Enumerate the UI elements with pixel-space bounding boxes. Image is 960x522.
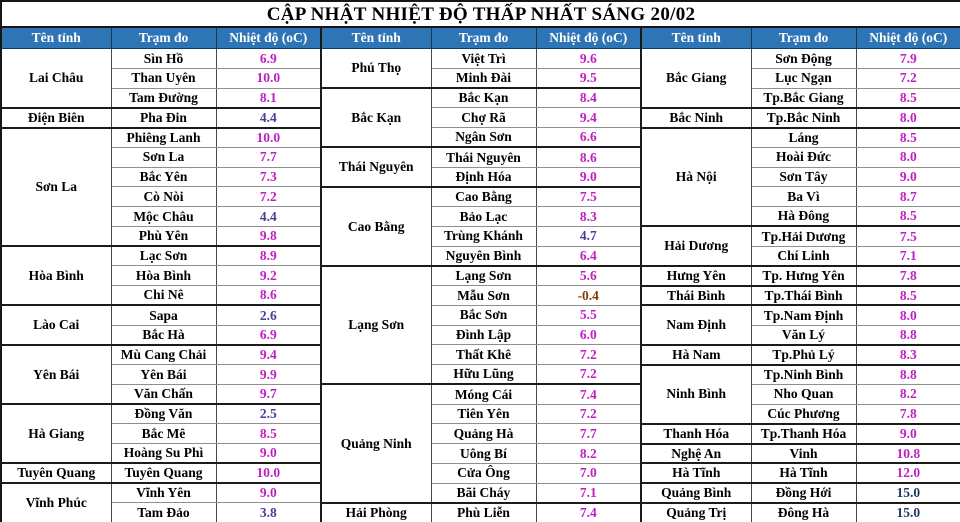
- station-cell: Chi Nê: [111, 286, 216, 306]
- temperature-cell: 15.0: [856, 503, 960, 522]
- province-cell: Bắc Giang: [641, 49, 751, 108]
- station-cell: Phù Yên: [111, 226, 216, 246]
- station-cell: Hòa Bình: [111, 266, 216, 286]
- province-cell: Sơn La: [1, 128, 111, 247]
- province-cell: Hòa Bình: [1, 246, 111, 305]
- table-row: [1, 187, 960, 207]
- temperature-cell: 7.8: [856, 404, 960, 424]
- province-cell: Hà Giang: [1, 404, 111, 463]
- table-row: [1, 424, 960, 444]
- station-cell: Hữu Lũng: [431, 365, 536, 385]
- station-cell: Bắc Mê: [111, 424, 216, 444]
- temperature-cell: 7.2: [856, 68, 960, 88]
- temperature-cell: 8.8: [856, 365, 960, 385]
- station-cell: Móng Cái: [431, 384, 536, 404]
- temperature-cell: 8.0: [856, 147, 960, 167]
- temperature-cell: 9.4: [536, 108, 641, 128]
- header-temperature-2: Nhiệt độ (oC): [536, 27, 641, 49]
- temperature-cell: 9.8: [216, 226, 321, 246]
- table-row: [1, 404, 960, 424]
- station-cell: Mẫu Sơn: [431, 286, 536, 306]
- station-cell: Bảo Lạc: [431, 207, 536, 227]
- temperature-cell: 8.6: [216, 286, 321, 306]
- table-row: [1, 207, 960, 227]
- temperature-cell: 5.6: [536, 266, 641, 286]
- province-cell: Phú Thọ: [321, 49, 431, 89]
- temperature-cell: 7.5: [856, 226, 960, 246]
- table-row: [1, 128, 960, 148]
- station-cell: Chợ Rã: [431, 108, 536, 128]
- station-cell: Văn Chấn: [111, 384, 216, 404]
- province-cell: Thái Bình: [641, 286, 751, 306]
- temperature-cell: 8.0: [856, 305, 960, 325]
- province-cell: Vĩnh Phúc: [1, 483, 111, 522]
- station-cell: Sơn Động: [751, 49, 856, 69]
- temperature-cell: 6.9: [216, 49, 321, 69]
- temperature-cell: 15.0: [856, 483, 960, 503]
- temperature-cell: 7.2: [536, 404, 641, 424]
- table-row: [1, 88, 960, 108]
- table-row: [1, 167, 960, 187]
- temperature-cell: 2.5: [216, 404, 321, 424]
- station-cell: Tp. Hưng Yên: [751, 266, 856, 286]
- station-cell: Tam Đường: [111, 88, 216, 108]
- province-cell: Hải Dương: [641, 226, 751, 266]
- temperature-cell: 7.1: [536, 483, 641, 503]
- station-cell: Sơn La: [111, 147, 216, 167]
- station-cell: Định Hóa: [431, 167, 536, 187]
- column-header-row: [1, 27, 960, 49]
- station-cell: Hà Tĩnh: [751, 463, 856, 483]
- province-cell: Quảng Ninh: [321, 384, 431, 503]
- temperature-cell: 8.7: [856, 187, 960, 207]
- temperature-cell: 8.3: [856, 345, 960, 365]
- table-row: [1, 266, 960, 286]
- station-cell: Bắc Yên: [111, 167, 216, 187]
- station-cell: Mộc Châu: [111, 207, 216, 227]
- station-cell: Hoài Đức: [751, 147, 856, 167]
- province-cell: Bắc Ninh: [641, 108, 751, 128]
- table-row: [1, 286, 960, 306]
- temperature-cell: 10.0: [216, 68, 321, 88]
- table-row: [1, 483, 960, 503]
- temperature-cell: 9.0: [856, 167, 960, 187]
- province-cell: Hải Phòng: [321, 503, 431, 522]
- title-row: [1, 1, 960, 27]
- temperature-cell: 8.3: [536, 207, 641, 227]
- temperature-cell: 9.0: [856, 424, 960, 444]
- temperature-cell: 10.0: [216, 128, 321, 148]
- province-cell: Yên Bái: [1, 345, 111, 404]
- temperature-cell: 7.5: [536, 187, 641, 207]
- temperature-cell: 7.8: [856, 266, 960, 286]
- station-cell: Hoàng Su Phì: [111, 444, 216, 464]
- temperature-cell: 8.1: [216, 88, 321, 108]
- temperature-cell: 10.8: [856, 444, 960, 464]
- province-cell: Hà Tĩnh: [641, 463, 751, 483]
- temperature-cell: 4.4: [216, 108, 321, 128]
- station-cell: Ngân Sơn: [431, 128, 536, 148]
- station-cell: Đình Lập: [431, 325, 536, 345]
- station-cell: Thất Khê: [431, 345, 536, 365]
- temperature-cell: 6.6: [536, 128, 641, 148]
- temperature-cell: 5.5: [536, 305, 641, 325]
- station-cell: Tp.Thái Bình: [751, 286, 856, 306]
- province-cell: Thái Nguyên: [321, 147, 431, 187]
- header-temperature-3: Nhiệt độ (oC): [856, 27, 960, 49]
- temperature-cell: 8.2: [856, 384, 960, 404]
- province-cell: Ninh Bình: [641, 365, 751, 424]
- temperature-cell: 8.5: [856, 286, 960, 306]
- table-row: [1, 68, 960, 88]
- temperature-cell: 4.7: [536, 226, 641, 246]
- page-title: CẬP NHẬT NHIỆT ĐỘ THẤP NHẤT SÁNG 20/02: [1, 1, 960, 27]
- station-cell: Hà Đông: [751, 207, 856, 227]
- table-row: [1, 463, 960, 483]
- province-cell: Quảng Bình: [641, 483, 751, 503]
- station-cell: Đồng Văn: [111, 404, 216, 424]
- table-row: [1, 503, 960, 522]
- station-cell: Bãi Cháy: [431, 483, 536, 503]
- temperature-cell: 8.2: [536, 444, 641, 464]
- temperature-cell: 6.4: [536, 246, 641, 266]
- station-cell: Sapa: [111, 305, 216, 325]
- station-cell: Ba Vì: [751, 187, 856, 207]
- temperature-cell: 4.4: [216, 207, 321, 227]
- temperature-cell: 8.9: [216, 246, 321, 266]
- temperature-cell: 7.9: [856, 49, 960, 69]
- station-cell: Tp.Hải Dương: [751, 226, 856, 246]
- station-cell: Tuyên Quang: [111, 463, 216, 483]
- province-cell: Điện Biên: [1, 108, 111, 128]
- province-cell: Lào Cai: [1, 305, 111, 345]
- temperature-cell: 9.2: [216, 266, 321, 286]
- station-cell: Láng: [751, 128, 856, 148]
- station-cell: Đồng Hới: [751, 483, 856, 503]
- table-row: [1, 147, 960, 167]
- temperature-cell: 8.5: [856, 128, 960, 148]
- temperature-cell: 12.0: [856, 463, 960, 483]
- station-cell: Nguyên Bình: [431, 246, 536, 266]
- station-cell: Vinh: [751, 444, 856, 464]
- province-cell: Nam Định: [641, 305, 751, 345]
- station-cell: Văn Lý: [751, 325, 856, 345]
- station-cell: Cò Nòi: [111, 187, 216, 207]
- temperature-cell: 6.9: [216, 325, 321, 345]
- table-row: [1, 246, 960, 266]
- temperature-cell: 9.0: [216, 483, 321, 503]
- temperature-cell: 8.5: [216, 424, 321, 444]
- table-row: [1, 305, 960, 325]
- station-cell: Phù Liễn: [431, 503, 536, 522]
- temperature-cell: 7.4: [536, 384, 641, 404]
- station-cell: Mù Cang Chải: [111, 345, 216, 365]
- station-cell: Uông Bí: [431, 444, 536, 464]
- temperature-cell: 7.3: [216, 167, 321, 187]
- table-row: [1, 444, 960, 464]
- station-cell: Cúc Phương: [751, 404, 856, 424]
- province-cell: Hà Nội: [641, 128, 751, 227]
- province-cell: Tuyên Quang: [1, 463, 111, 483]
- province-cell: Nghệ An: [641, 444, 751, 464]
- station-cell: Lục Ngạn: [751, 68, 856, 88]
- station-cell: Bắc Hà: [111, 325, 216, 345]
- station-cell: Quảng Hà: [431, 424, 536, 444]
- table-row: [1, 108, 960, 128]
- temperature-cell: 8.8: [856, 325, 960, 345]
- province-cell: Thanh Hóa: [641, 424, 751, 444]
- station-cell: Yên Bái: [111, 365, 216, 385]
- temperature-cell: 7.7: [216, 147, 321, 167]
- temperature-cell: 9.0: [536, 167, 641, 187]
- station-cell: Tp.Bắc Giang: [751, 88, 856, 108]
- station-cell: Phiêng Lanh: [111, 128, 216, 148]
- temperature-cell: 7.7: [536, 424, 641, 444]
- temperature-cell: 7.0: [536, 463, 641, 483]
- temperature-cell: 2.6: [216, 305, 321, 325]
- table-row: [1, 384, 960, 404]
- station-cell: Vĩnh Yên: [111, 483, 216, 503]
- station-cell: Pha Đin: [111, 108, 216, 128]
- temperature-cell: 9.5: [536, 68, 641, 88]
- temperature-cell: -0.4: [536, 286, 641, 306]
- station-cell: Than Uyên: [111, 68, 216, 88]
- header-temperature-1: Nhiệt độ (oC): [216, 27, 321, 49]
- temperature-cell: 8.5: [856, 88, 960, 108]
- temperature-cell: 7.2: [216, 187, 321, 207]
- province-cell: Lai Châu: [1, 49, 111, 108]
- temperature-cell: 8.0: [856, 108, 960, 128]
- temperature-cell: 9.7: [216, 384, 321, 404]
- temperature-cell: 8.4: [536, 88, 641, 108]
- temperature-cell: 8.6: [536, 147, 641, 167]
- temperature-cell: 7.1: [856, 246, 960, 266]
- station-cell: Lạc Sơn: [111, 246, 216, 266]
- province-cell: Hưng Yên: [641, 266, 751, 286]
- station-cell: Tp.Bắc Ninh: [751, 108, 856, 128]
- station-cell: Bắc Kạn: [431, 88, 536, 108]
- station-cell: Cao Bằng: [431, 187, 536, 207]
- station-cell: Minh Đài: [431, 68, 536, 88]
- station-cell: Chí Linh: [751, 246, 856, 266]
- province-cell: Cao Bằng: [321, 187, 431, 266]
- header-province-1: Tên tỉnh: [1, 27, 111, 49]
- table-row: [1, 345, 960, 365]
- station-cell: Sìn Hồ: [111, 49, 216, 69]
- station-cell: Đông Hà: [751, 503, 856, 522]
- temperature-cell: 7.4: [536, 503, 641, 522]
- header-province-2: Tên tỉnh: [321, 27, 431, 49]
- province-cell: Quảng Trị: [641, 503, 751, 522]
- province-cell: Bắc Kạn: [321, 88, 431, 147]
- station-cell: Tp.Ninh Bình: [751, 365, 856, 385]
- table-row: [1, 325, 960, 345]
- station-cell: Tp.Phủ Lý: [751, 345, 856, 365]
- station-cell: Tam Đảo: [111, 503, 216, 522]
- table-row: [1, 226, 960, 246]
- station-cell: Thái Nguyên: [431, 147, 536, 167]
- temperature-cell: 3.8: [216, 503, 321, 522]
- temperature-cell: 10.0: [216, 463, 321, 483]
- station-cell: Bắc Sơn: [431, 305, 536, 325]
- station-cell: Cửa Ông: [431, 463, 536, 483]
- table-body: [1, 49, 960, 522]
- temperature-cell: 9.6: [536, 49, 641, 69]
- header-station-1: Trạm đo: [111, 27, 216, 49]
- table-row: [1, 49, 960, 69]
- station-cell: Trùng Khánh: [431, 226, 536, 246]
- temperature-cell: 9.4: [216, 345, 321, 365]
- temperature-cell: 7.2: [536, 365, 641, 385]
- temperature-cell: 7.2: [536, 345, 641, 365]
- temperature-cell: 9.9: [216, 365, 321, 385]
- station-cell: Tp.Nam Định: [751, 305, 856, 325]
- temperature-cell: 9.0: [216, 444, 321, 464]
- header-station-3: Trạm đo: [751, 27, 856, 49]
- station-cell: Lạng Sơn: [431, 266, 536, 286]
- table-row: [1, 365, 960, 385]
- temperature-cell: 6.0: [536, 325, 641, 345]
- header-station-2: Trạm đo: [431, 27, 536, 49]
- station-cell: Sơn Tây: [751, 167, 856, 187]
- province-cell: Hà Nam: [641, 345, 751, 365]
- province-cell: Lạng Sơn: [321, 266, 431, 385]
- station-cell: Tp.Thanh Hóa: [751, 424, 856, 444]
- header-province-3: Tên tỉnh: [641, 27, 751, 49]
- station-cell: Tiên Yên: [431, 404, 536, 424]
- temperature-cell: 8.5: [856, 207, 960, 227]
- station-cell: Việt Trì: [431, 49, 536, 69]
- station-cell: Nho Quan: [751, 384, 856, 404]
